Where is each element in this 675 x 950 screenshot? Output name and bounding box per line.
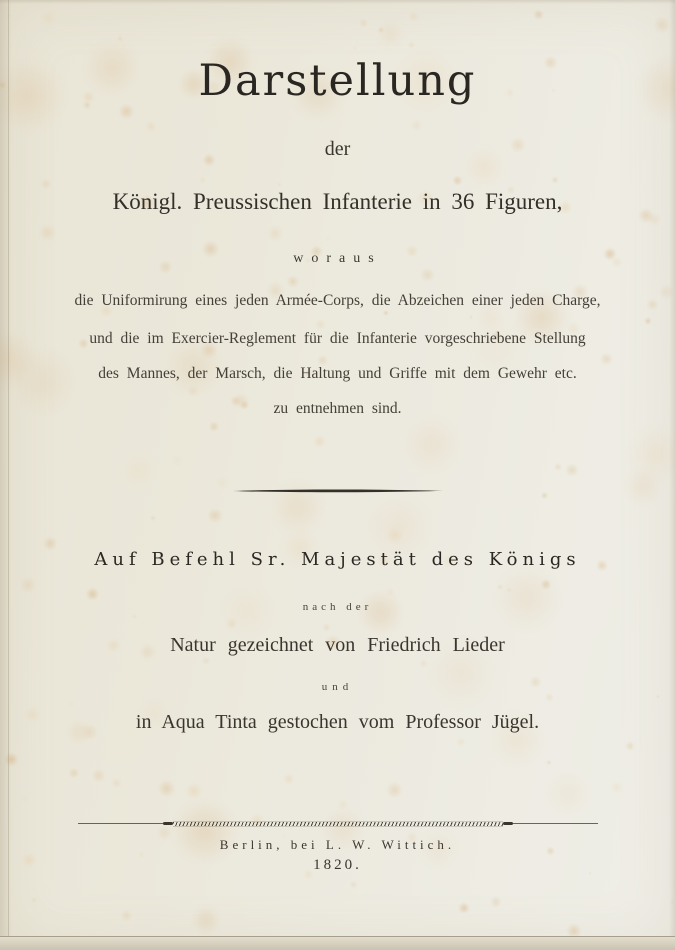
foxing-spot bbox=[497, 584, 503, 590]
foxing-spot bbox=[91, 768, 106, 783]
foxing-spot bbox=[378, 27, 384, 33]
foxing-spot bbox=[398, 411, 466, 479]
foxing-spot bbox=[408, 11, 419, 22]
foxing-spot bbox=[656, 695, 660, 699]
nach-der-connector: nach der bbox=[302, 601, 373, 613]
foxing-spot bbox=[68, 767, 79, 778]
foxing-spot bbox=[507, 588, 511, 592]
foxing-spot bbox=[207, 507, 224, 524]
foxing-spot bbox=[214, 475, 230, 491]
foxing-spot bbox=[452, 175, 463, 186]
publication-year: 1820. bbox=[313, 857, 362, 873]
foxing-spot bbox=[410, 119, 423, 132]
foxing-spot bbox=[545, 693, 554, 702]
foxing-spot bbox=[469, 315, 473, 319]
foxing-spot bbox=[349, 880, 358, 889]
foxing-spot bbox=[19, 576, 37, 594]
foxing-spot bbox=[359, 18, 369, 28]
foxing-spot bbox=[385, 586, 396, 597]
paper-bottom-edge bbox=[0, 936, 675, 950]
connector-woraus: woraus bbox=[293, 251, 382, 266]
paper-top-edge bbox=[0, 0, 675, 4]
foxing-spot bbox=[170, 797, 239, 866]
foxing-spot bbox=[490, 561, 564, 635]
foxing-spot bbox=[533, 9, 544, 20]
foxing-spot bbox=[419, 659, 428, 668]
foxing-spot bbox=[85, 587, 100, 602]
foxing-spot bbox=[516, 6, 519, 9]
artist-credit: Natur gezeichnet von Friedrich Lieder bbox=[170, 634, 505, 656]
foxing-spot bbox=[565, 463, 578, 476]
foxing-spot bbox=[609, 780, 624, 795]
foxing-spot bbox=[337, 798, 349, 810]
foxing-spot bbox=[208, 421, 220, 433]
rule-braided-band bbox=[173, 822, 503, 826]
foxing-spot bbox=[490, 896, 502, 908]
foxing-spot bbox=[31, 897, 37, 903]
description-line: des Mannes, der Marsch, die Haltung und Griffe mit dem Gewehr etc. bbox=[98, 365, 577, 382]
foxing-spot bbox=[624, 422, 675, 486]
foxing-spot bbox=[198, 176, 206, 184]
foxing-spot bbox=[266, 225, 284, 243]
foxing-spot bbox=[191, 905, 221, 935]
foxing-spot bbox=[40, 10, 57, 27]
foxing-spot bbox=[375, 19, 405, 49]
foxing-spot bbox=[419, 267, 436, 284]
foxing-spot bbox=[383, 310, 389, 316]
foxing-spot bbox=[157, 779, 176, 798]
foxing-spot bbox=[540, 579, 551, 590]
foxing-spot bbox=[268, 478, 327, 537]
rule-right-cap bbox=[503, 822, 513, 825]
foxing-spot bbox=[38, 223, 57, 242]
foxing-spot bbox=[145, 121, 156, 132]
foxing-spot bbox=[132, 614, 137, 619]
foxing-spot bbox=[551, 176, 559, 184]
foxing-spot bbox=[326, 237, 331, 242]
rule-left-cap bbox=[163, 822, 173, 825]
foxing-spot bbox=[541, 492, 547, 498]
description-line: und die im Exercier-Reglement für die Infanterie vorgeschriebene Stellung bbox=[89, 330, 586, 347]
swelled-rule-divider bbox=[232, 488, 444, 494]
publisher-imprint: Berlin, bei L. W. Wittich. bbox=[219, 837, 456, 852]
foxing-spot bbox=[225, 617, 238, 630]
description-line: zu entnehmen sind. bbox=[273, 400, 402, 417]
rule-left-line bbox=[78, 823, 163, 824]
foxing-spot bbox=[625, 741, 635, 751]
foxing-spot bbox=[187, 385, 199, 397]
foxing-spot bbox=[622, 465, 665, 508]
foxing-spot bbox=[278, 183, 281, 186]
foxing-spot bbox=[544, 769, 594, 819]
imprint-decorative-rule bbox=[78, 821, 598, 826]
foxing-spot bbox=[315, 319, 326, 330]
subtitle: Königl. Preussischen Infanterie in 36 Figuren, bbox=[112, 189, 563, 214]
foxing-spot bbox=[385, 781, 403, 799]
page-title: Darstellung bbox=[198, 56, 477, 106]
article-der: der bbox=[324, 138, 351, 160]
commission-line: Auf Befehl Sr. Majestät des Königs bbox=[94, 549, 581, 570]
foxing-spot bbox=[120, 909, 133, 922]
foxing-spot bbox=[117, 35, 124, 42]
foxing-spot bbox=[322, 623, 331, 632]
foxing-spot bbox=[554, 463, 562, 471]
und-connector: und bbox=[321, 681, 354, 693]
foxing-spot bbox=[547, 760, 552, 765]
foxing-spot bbox=[408, 41, 415, 48]
foxing-spot bbox=[458, 902, 470, 914]
foxing-spot bbox=[644, 317, 652, 325]
foxing-spot bbox=[185, 782, 203, 800]
foxing-spot bbox=[150, 515, 156, 521]
foxing-spot bbox=[286, 275, 299, 288]
foxing-spot bbox=[386, 526, 403, 543]
foxing-spot bbox=[170, 454, 184, 468]
foxing-spot bbox=[119, 451, 157, 489]
rule-right-line bbox=[513, 823, 598, 824]
foxing-spot bbox=[313, 435, 326, 448]
foxing-spot bbox=[456, 737, 465, 746]
foxing-spot bbox=[21, 795, 29, 803]
description-line: die Uniformirung eines jeden Armée-Corps, die Abzeichen einer jeden Charge, bbox=[74, 292, 601, 309]
foxing-spot bbox=[353, 46, 357, 50]
foxing-spot bbox=[202, 657, 210, 665]
foxing-spot bbox=[67, 700, 75, 708]
foxing-spot bbox=[111, 777, 122, 788]
engraver-credit: in Aqua Tinta gestochen vom Professor Jügel. bbox=[135, 711, 540, 733]
foxing-spot bbox=[283, 773, 295, 785]
foxing-spot bbox=[600, 352, 613, 365]
